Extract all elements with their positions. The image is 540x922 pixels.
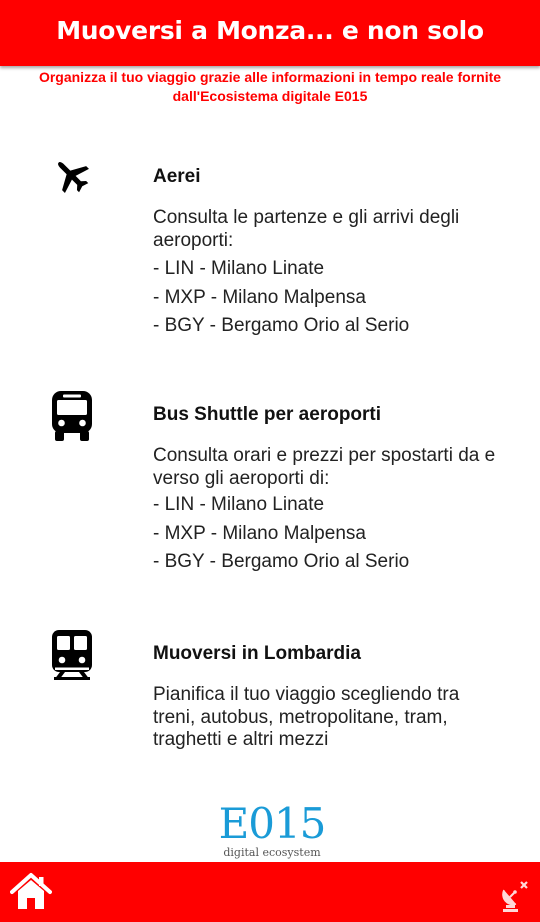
- section-description: Consulta le partenze e gli arrivi degli aeroporti:: [153, 207, 460, 251]
- home-icon: [10, 872, 52, 912]
- page-title: Muoversi a Monza... e non solo: [56, 16, 484, 45]
- airport-list: [153, 494, 498, 580]
- app-header: [0, 0, 540, 66]
- airplane-icon: [50, 154, 98, 206]
- logo-mark: E015: [218, 799, 326, 848]
- section-title-bus-shuttle: Bus Shuttle per aeroporti: [153, 404, 382, 425]
- list-item: - LIN - Milano Linate: [153, 258, 325, 279]
- list-item: - MXP - Milano Malpensa: [153, 286, 366, 308]
- e015-logo[interactable]: [217, 799, 327, 860]
- gps-off-icon: [498, 880, 530, 914]
- section-description: Pianifica il tuo viaggio scegliendo tra treni, autobus, metropolitane, tram, traghetti e altri mezzi: [153, 684, 460, 750]
- section-body-bus-shuttle: [153, 445, 498, 580]
- list-item: - BGY - Bergamo Orio al Serio: [153, 315, 410, 336]
- section-body-airplanes: [153, 207, 498, 344]
- airport-list: [153, 258, 498, 344]
- section-title-airplanes: Aerei: [153, 166, 201, 187]
- bus-icon: [50, 390, 98, 442]
- train-icon: [50, 629, 98, 681]
- list-item: - LIN - Milano Linate: [153, 494, 325, 515]
- section-title-lombardia: Muoversi in Lombardia: [153, 643, 361, 664]
- section-body-lombardia: [153, 684, 498, 752]
- gps-off-button[interactable]: [498, 880, 530, 914]
- logo-tagline: digital ecosystem: [223, 846, 321, 859]
- intro-text: Organizza il tuo viaggio grazie alle informazioni in tempo reale fornite dall'Ecosistema digitale E015: [38, 69, 502, 104]
- home-button[interactable]: [10, 872, 52, 912]
- list-item: - BGY - Bergamo Orio al Serio: [153, 551, 410, 572]
- list-item: - MXP - Milano Malpensa: [153, 522, 366, 544]
- bottom-bar: [0, 862, 540, 922]
- section-description: Consulta orari e prezzi per spostarti da e verso gli aeroporti di:: [153, 445, 496, 489]
